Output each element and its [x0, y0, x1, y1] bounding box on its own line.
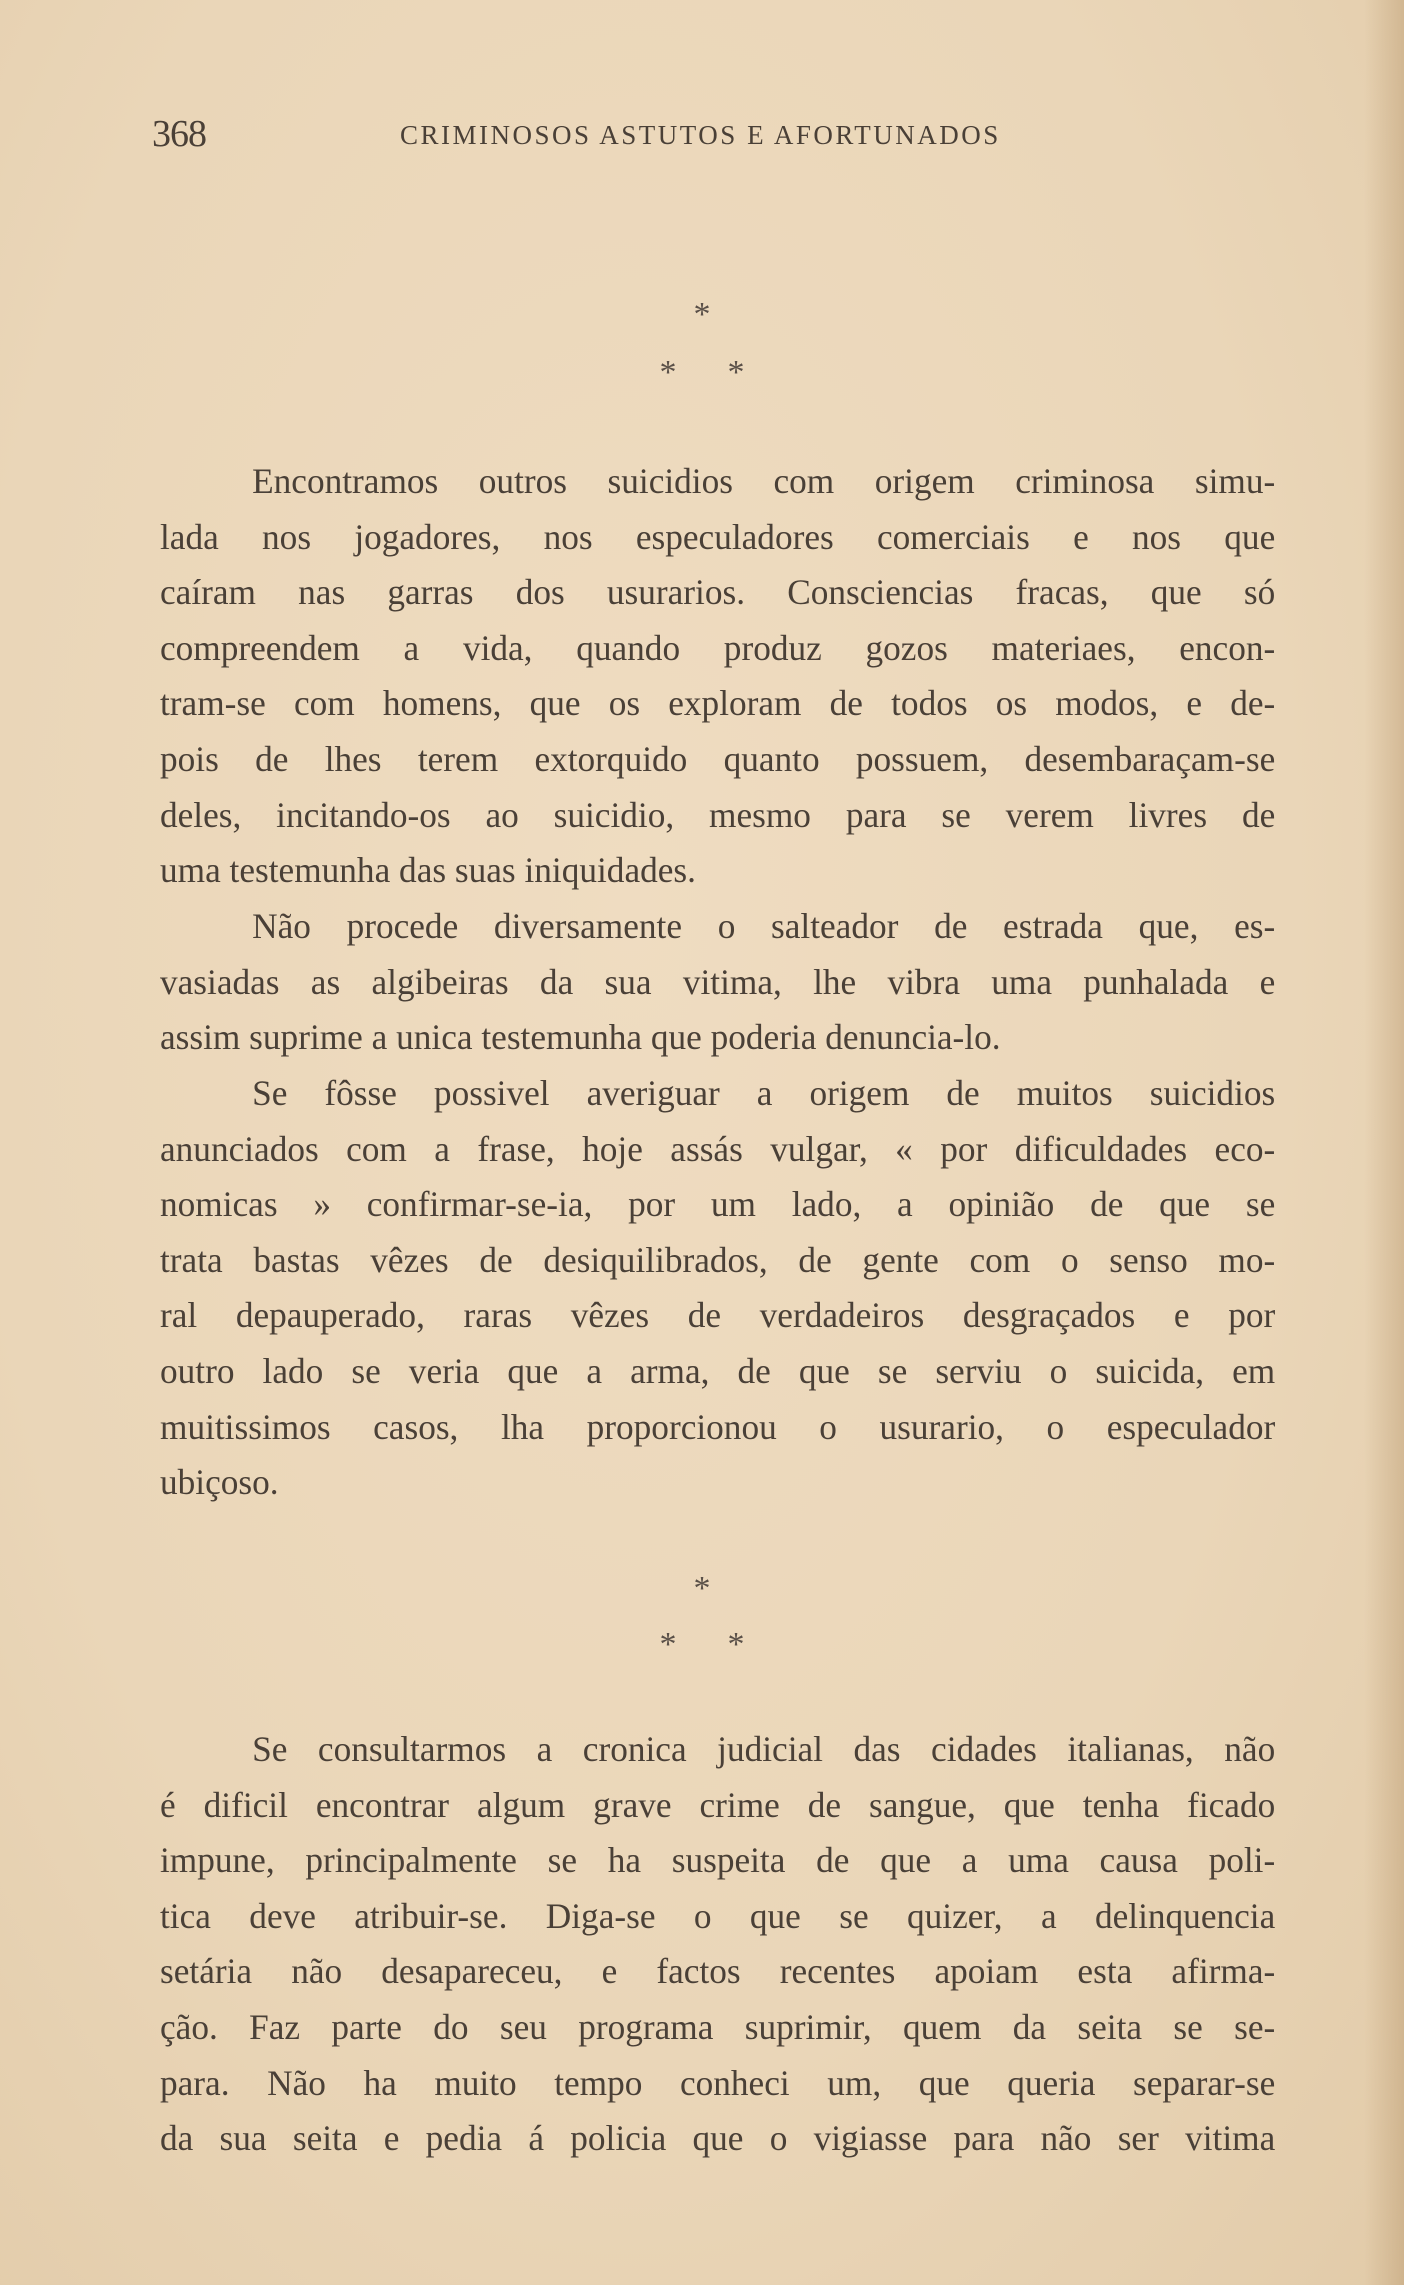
paragraph-2 [160, 899, 1298, 1066]
text-line: assim suprime a unica testemunha que poderia denuncia-lo. [160, 1017, 1001, 1058]
text-line: ção. Faz parte do seu programa suprimir, quem da seita se se- [160, 2006, 1276, 2047]
paragraph-1 [160, 454, 1298, 899]
text-line: tram-se com homens, que os exploram de todos os modos, e de- [160, 683, 1276, 724]
text-line: trata bastas vêzes de desiquilibrados, de gente com o senso mo- [160, 1239, 1276, 1280]
section-separator-2-top-star: * [693, 1570, 711, 1607]
text-line: outro lado se veria que a arma, de que se serviu o suicida, em [160, 1350, 1276, 1391]
text-line: setária não desapareceu, e factos recentes apoiam esta afirma- [160, 1951, 1276, 1992]
text-line: da sua seita e pedia á policia que o vigiasse para não ser vitima [160, 2118, 1276, 2159]
text-line: ral depauperado, raras vêzes de verdadeiros desgraçados e por [160, 1295, 1276, 1336]
section-separator-top-star: * [693, 296, 711, 333]
text-line: Se fôsse possivel averiguar a origem de muitos suicidios [252, 1073, 1276, 1113]
text-line: para. Não ha muito tempo conheci um, que queria separar-se [160, 2062, 1276, 2103]
text-line: lada nos jogadores, nos especuladores comerciais e nos que [160, 516, 1276, 557]
text-line: Não procede diversamente o salteador de estrada que, es- [252, 906, 1276, 946]
paragraph-3 [160, 1066, 1298, 1511]
page-edge-shadow [1364, 0, 1404, 2285]
text-line: impune, principalmente se ha suspeita de que a uma causa poli- [160, 1840, 1276, 1881]
text-line: uma testemunha das suas iniquidades. [160, 850, 696, 891]
text-line: Se consultarmos a cronica judicial das cidades italianas, não [252, 1729, 1276, 1769]
text-line: ubiçoso. [160, 1462, 279, 1503]
page-header [152, 112, 1292, 162]
section-separator-2-bottom-stars: * * [659, 1626, 745, 1663]
text-line: anunciados com a frase, hoje assás vulgar, « por dificuldades eco- [160, 1128, 1276, 1169]
text-line: deles, incitando-os ao suicidio, mesmo para se verem livres de [160, 794, 1276, 835]
paragraph-4 [160, 1722, 1298, 2167]
text-line: caíram nas garras dos usurarios. Consciencias fracas, que só [160, 572, 1276, 613]
page-number: 368 [152, 113, 206, 155]
text-line: é dificil encontrar algum grave crime de sangue, que tenha ficado [160, 1784, 1276, 1825]
section-separator-bottom-stars: * * [659, 354, 745, 391]
text-line: Encontramos outros suicidios com origem criminosa simu- [252, 461, 1276, 501]
text-line: pois de lhes terem extorquido quanto possuem, desembaraçam-se [160, 738, 1276, 779]
running-title: CRIMINOSOS ASTUTOS E AFORTUNADOS [400, 120, 1001, 150]
text-line: vasiadas as algibeiras da sua vitima, lhe vibra uma punhalada e [160, 961, 1276, 1002]
text-line: muitissimos casos, lha proporcionou o usurario, o especulador [160, 1406, 1276, 1447]
text-line: tica deve atribuir-se. Diga-se o que se quizer, a delinquencia [160, 1895, 1276, 1936]
text-line: compreendem a vida, quando produz gozos materiaes, encon- [160, 627, 1276, 668]
text-line: nomicas » confirmar-se-ia, por um lado, a opinião de que se [160, 1184, 1276, 1225]
